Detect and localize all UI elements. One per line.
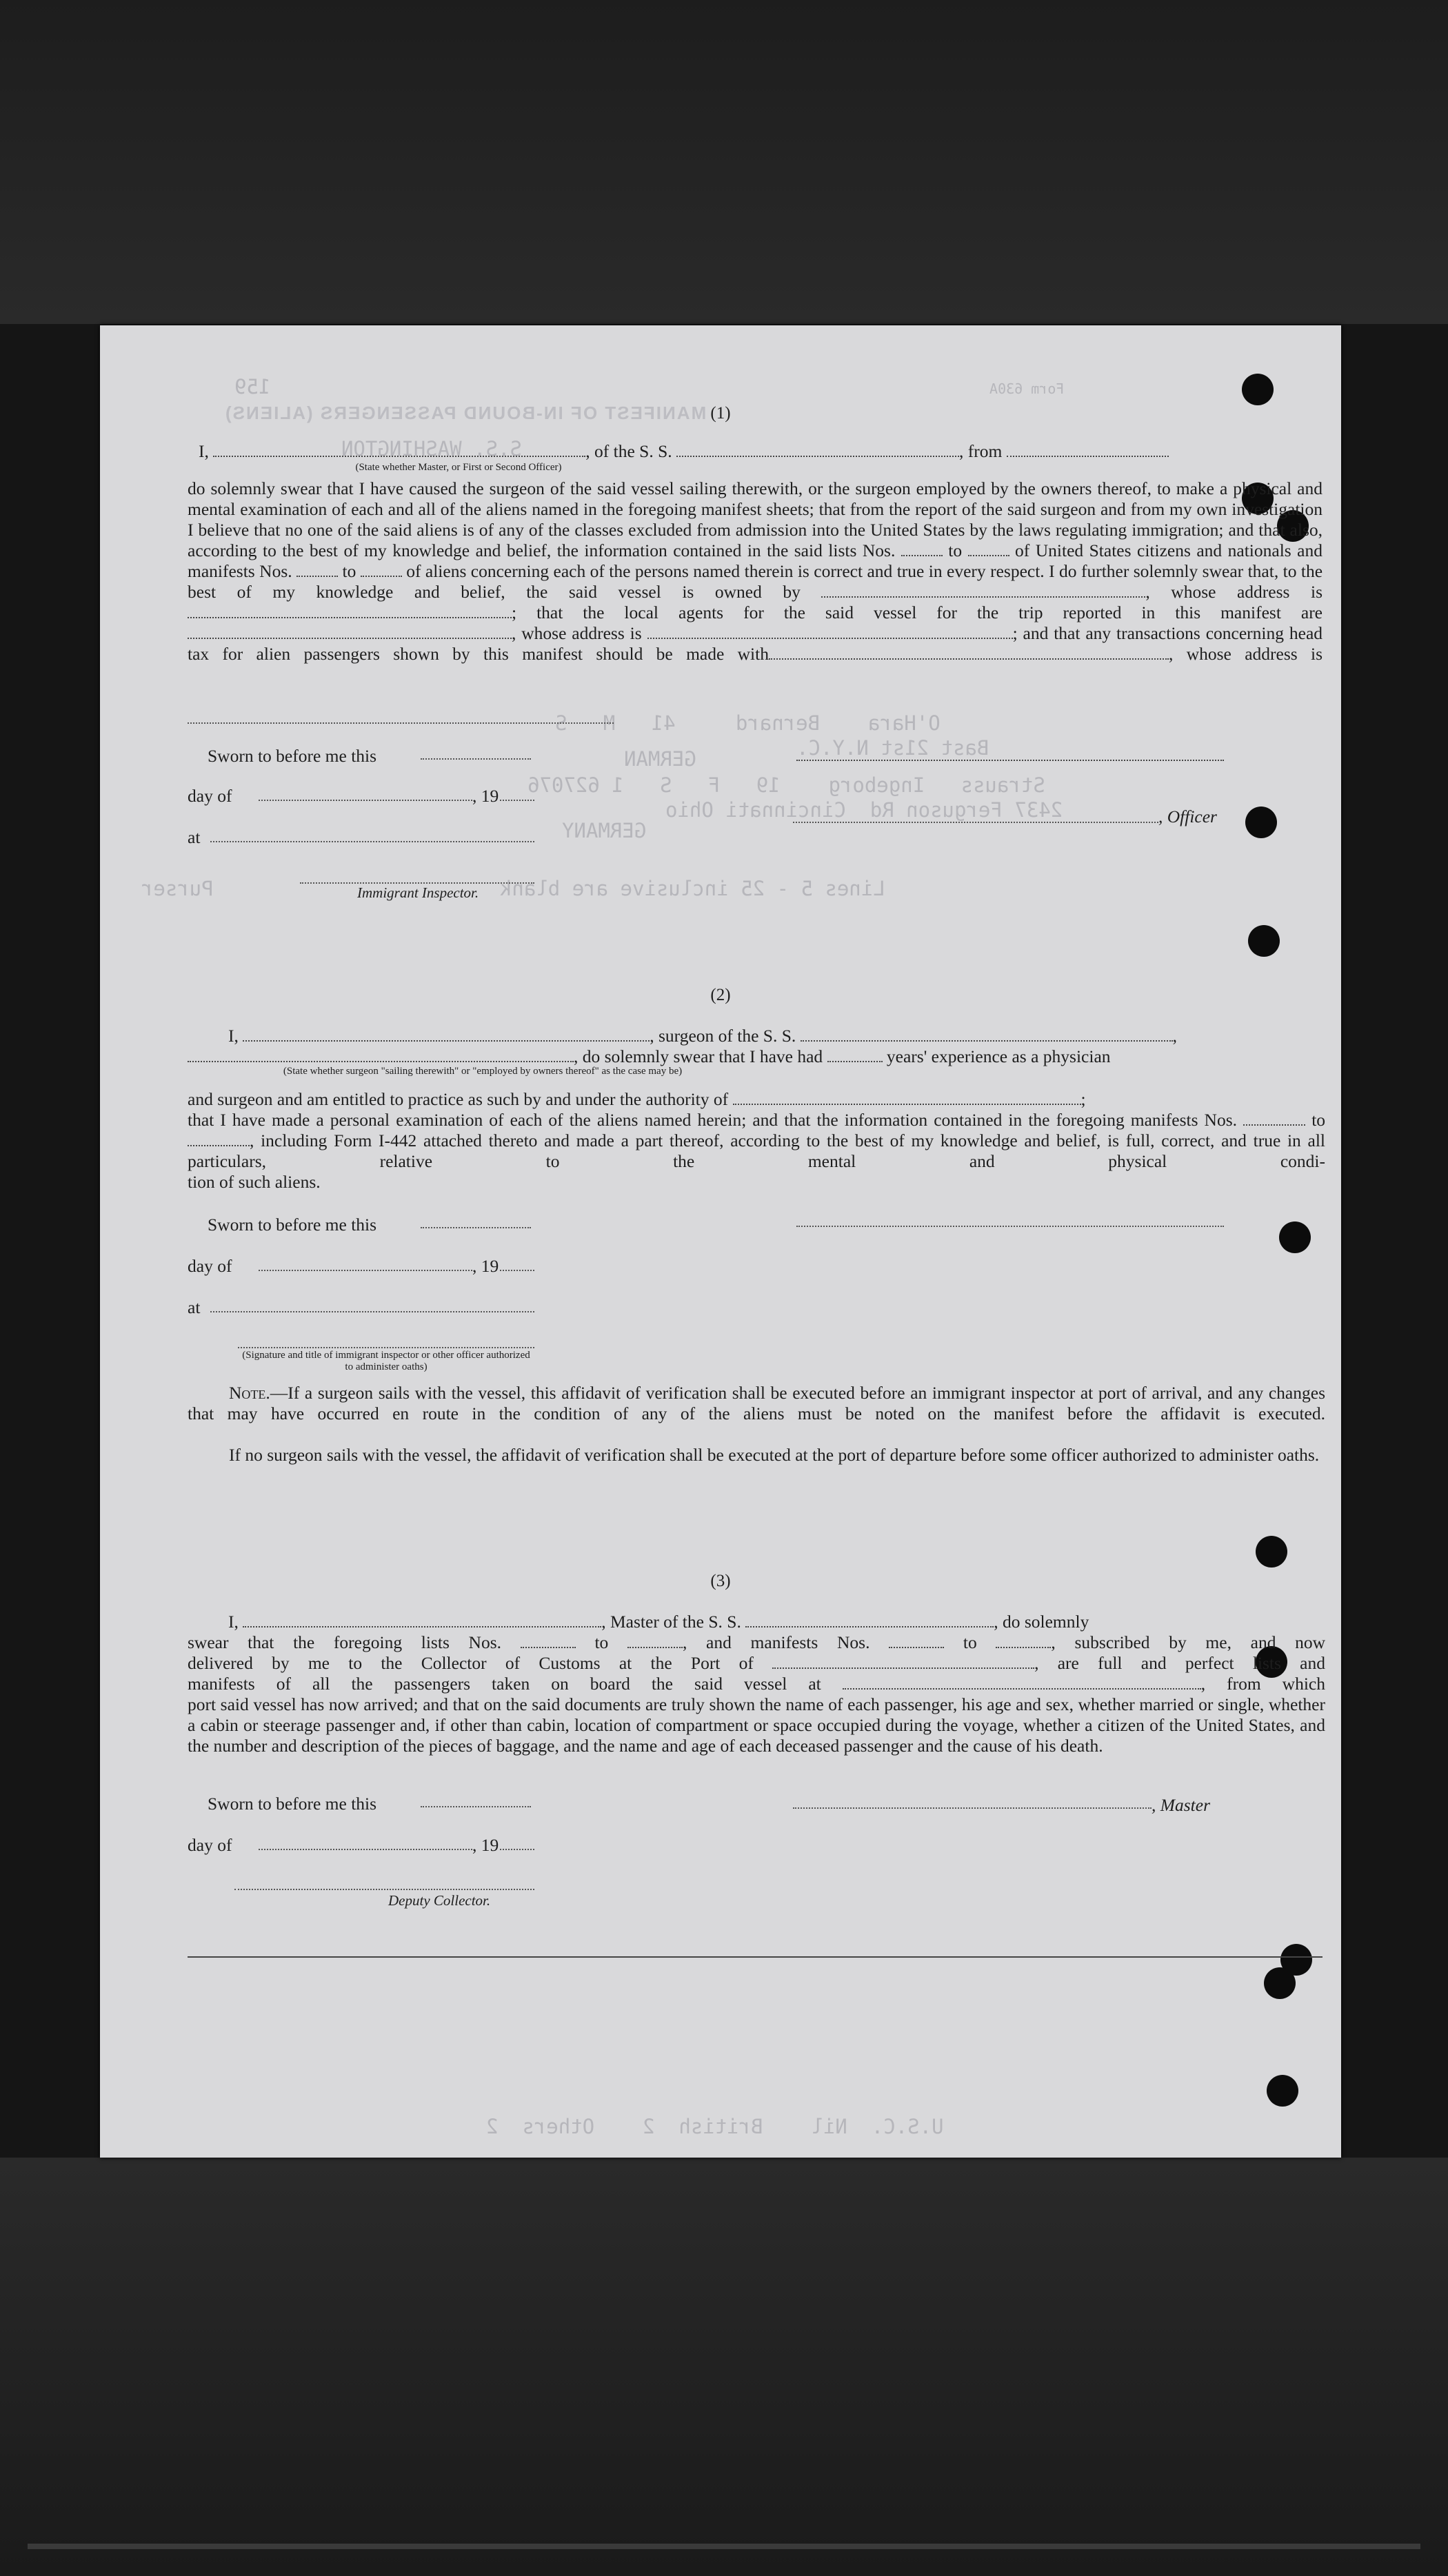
ghost-footer-tally: U.S.C. Nil British 2 Others 2 — [486, 2115, 944, 2138]
day-of-label-2: day of — [188, 1256, 232, 1276]
day-of-label-1: day of — [188, 786, 232, 806]
bottom-rule — [188, 1956, 1323, 1958]
address-line — [188, 722, 614, 724]
section-1-heading: (1) — [710, 404, 731, 423]
witness-caption: (Signature and title of immigrant inspector or other officer authorized to administer oaths) — [242, 1350, 530, 1372]
ghost-form-label: Form 630A — [989, 381, 1065, 397]
punch-hole — [1279, 1221, 1311, 1253]
note-paragraph-1: Note.—If a surgeon sails with the vessel, this affidavit of verification shall be executed before an immigrant inspector at port of arrival, and any changes that may have occurred en route in the condition of any of the aliens must be noted on the manifest before the affidavit is executed. — [188, 1383, 1325, 1423]
note-paragraph-2: If no surgeon sails with the vessel, the affidavit of verification shall be executed at the port of departure before some officer authorized to administer oaths. — [229, 1445, 1320, 1465]
master-line-2: swear that the foregoing lists Nos. to , and manifests Nos. to , subscribed by me, and now — [188, 1632, 1326, 1652]
sworn-label-3: Sworn to before me this — [208, 1794, 377, 1814]
surgeon-sign-line — [796, 1226, 1224, 1227]
witness-sign-line — [238, 1347, 534, 1348]
day-line-2 — [259, 1270, 472, 1271]
authority-line: and surgeon and am entitled to practice as such by and under the authority of ; — [188, 1089, 1086, 1109]
deputy-collector-label: Deputy Collector. — [388, 1892, 491, 1909]
surgeon-caption: (State whether surgeon "sailing therewith" or "employed by owners thereof" as the case may be) — [283, 1066, 683, 1077]
surgeon-body: that I have made a personal examination of each of the aliens named herein; and that the information contained in the foregoing manifests Nos. to , including Form I-442 attached thereto and made a part thereof, according to the best of my knowledge and belief, is full, correct, and true in all particulars, relative to the mental and physical condi- — [188, 1110, 1326, 1171]
year-line-3 — [500, 1849, 534, 1850]
master-label: , Master — [1152, 1795, 1210, 1815]
year-line-1 — [500, 800, 534, 801]
punch-hole — [1242, 374, 1274, 405]
punch-hole — [1245, 807, 1277, 838]
intro-i: I, — [199, 441, 209, 461]
ghost-header: MANIFEST OF IN-BOUND PASSENGERS (ALIENS) — [224, 403, 707, 423]
at-line-2 — [210, 1311, 534, 1312]
officer-sign-line-top — [796, 760, 1224, 761]
sworn-line-2 — [421, 1227, 531, 1228]
sworn-line-3 — [421, 1806, 531, 1807]
ghost-ship-line: S.S. WASHINGTON — [341, 437, 522, 460]
sworn-line-1 — [421, 758, 531, 760]
year-line-2 — [500, 1270, 534, 1271]
master-line-1: I, , Master of the S. S. , do solemnly — [228, 1612, 1089, 1632]
ghost-row-1-address: Bast 21st N.Y.C. — [796, 736, 989, 760]
ghost-row-2-address: 2437 Ferguson Rd Cincinnati Ohio — [665, 798, 1063, 822]
surgeon-line-1: I, , surgeon of the S. S. , — [228, 1026, 1178, 1046]
section-1-body: do solemnly swear that I have caused the surgeon of the said vessel sailing therewith, or the surgeon employed by the owners thereof, to make a physical and mental examination of each and all of the aliens named in the foregoing manifest sheets; that from the report of the said surgeon and from my own investigation I believe that no one of the said aliens is of any of the classes excluded from admission into the United States by the laws regulating immigration; and that also, according to the best of my knowledge and belief, the information contained in the said lists Nos. to of United States citizens and nationals and manifests Nos. to of aliens concerning each of the persons named therein is correct and true in every respect. I do further solemnly swear that, to the best of my knowledge and belief, the said vessel is owned by , whose address is ; that the local agents for the said vessel for the trip reported in this manifest are , whose address is ; and that any transactions concerning head tax for alien passengers shown by this manifest should be made with , whose address is — [188, 478, 1323, 664]
section-3-heading: (3) — [710, 1572, 731, 1590]
punch-hole — [1256, 1536, 1287, 1568]
master-body: port said vessel has now arrived; and that on the said documents are truly shown the name of each passenger, his age and sex, whether married or single, whether a cabin or steerage passenger and, if other than cabin, location of compartment or space occupied during the voyage, whether a citizen of the United States, and the number and description of the pieces of baggage, and the name and age of each deceased passenger and the cause of his death. — [188, 1694, 1325, 1756]
at-label-2: at — [188, 1297, 201, 1317]
punch-hole — [1264, 1967, 1296, 1999]
sworn-label-2: Sworn to before me this — [208, 1215, 377, 1235]
officer-sign-line — [793, 822, 1158, 823]
officer-caption: (State whether Master, or First or Second Officer) — [355, 462, 562, 473]
at-line-1 — [210, 841, 534, 842]
surgeon-line-2: , do solemnly swear that I have had years' experience as a physician — [188, 1046, 1325, 1067]
immigrant-inspector-label: Immigrant Inspector. — [357, 884, 479, 901]
document-page — [100, 325, 1341, 2158]
day-line-3 — [259, 1849, 472, 1850]
scan-background-bottom — [0, 2158, 1448, 2576]
section-2-heading: (2) — [710, 986, 731, 1004]
surgeon-body-end: tion of such aliens. — [188, 1172, 321, 1192]
year-prefix-1: , 19 — [472, 786, 499, 806]
master-sign-line — [793, 1807, 1152, 1809]
punch-hole — [1248, 925, 1280, 957]
year-prefix-2: , 19 — [472, 1256, 499, 1276]
master-line-3: delivered by me to the Collector of Customs at the Port of , are full and perfect lists and — [188, 1653, 1325, 1673]
day-of-label-3: day of — [188, 1835, 232, 1855]
intro-of-ss: , of the S. S. — [585, 441, 672, 461]
ghost-row-2-country: GERMANY — [562, 819, 647, 842]
year-prefix-3: , 19 — [472, 1835, 499, 1855]
ghost-number: 159 — [234, 375, 271, 398]
master-line-4: manifests of all the passengers taken on board the said vessel at , from which — [188, 1674, 1326, 1694]
ghost-purser: Purser — [141, 877, 214, 900]
sworn-label-1: Sworn to before me this — [208, 746, 377, 766]
at-label-1: at — [188, 827, 201, 847]
officer-label: , Officer — [1158, 807, 1217, 826]
scan-background-top — [0, 0, 1448, 324]
section-1-intro-line — [199, 441, 1323, 462]
ghost-blank-lines: Lines 5 - 25 inclusive are blank — [500, 877, 885, 900]
film-edge — [28, 2544, 1420, 2549]
punch-hole — [1267, 2075, 1298, 2107]
ghost-row-2-nationality: GERMAN — [624, 747, 696, 771]
intro-from: , from — [959, 441, 1003, 461]
day-line-1 — [259, 800, 472, 801]
ghost-row-2: Strauss Ingeborg 19 F S 1 627076 — [527, 773, 1045, 797]
ghost-row-1: O'Hara Bernard 41 M S — [555, 711, 941, 735]
